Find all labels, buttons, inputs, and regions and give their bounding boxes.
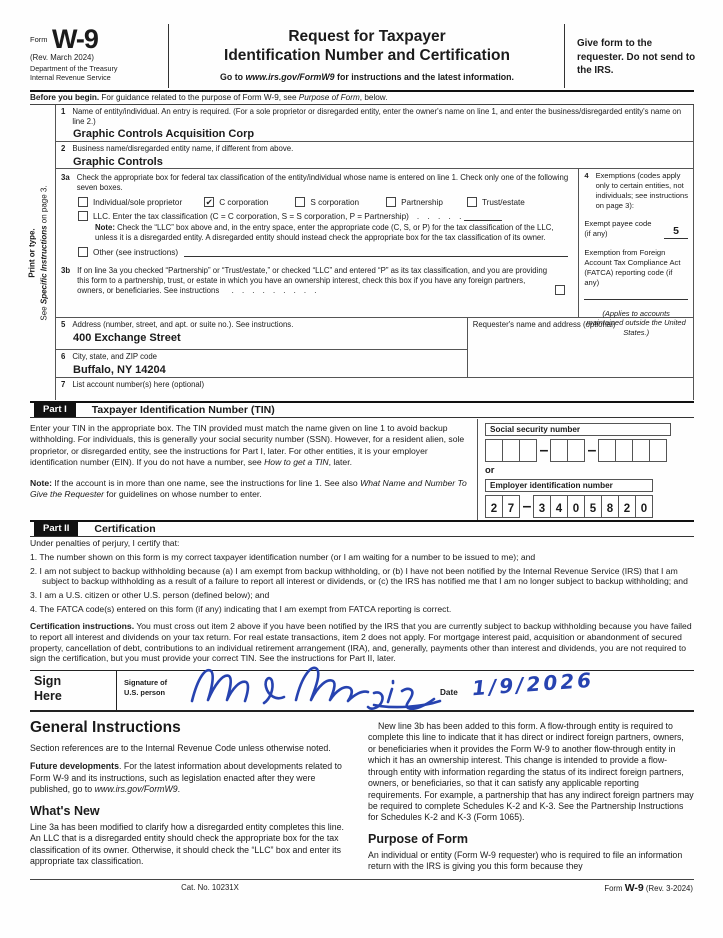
other-checkbox[interactable] bbox=[78, 247, 88, 257]
line3b-number: 3b bbox=[61, 266, 71, 276]
certification-item: 2. I am not subject to backup withholding because (a) I am exempt from backup withholding, or (b) I have not been notified by the Internal Revenue Service (IRS) that I am subject to backup withholding as a result of a failure to report all interest or dividends, or (c) the IRS has notified me that I am no longer subject to backup withholding; and bbox=[30, 565, 688, 587]
sign-here-label: Sign Here bbox=[34, 674, 62, 703]
line3a-block bbox=[56, 169, 578, 317]
individual-checkbox[interactable] bbox=[78, 197, 88, 207]
part1-title: Taxpayer Identification Number (TIN) bbox=[91, 404, 275, 416]
instructions-right-column bbox=[368, 721, 694, 880]
ssn-cell[interactable] bbox=[550, 439, 568, 462]
ein-cell[interactable]: 4 bbox=[550, 495, 568, 518]
signature-handwriting[interactable] bbox=[178, 655, 478, 715]
agency-line: Internal Revenue Service bbox=[30, 73, 111, 83]
fatca-exemption-row bbox=[584, 248, 688, 299]
footer-form-reference: Form W-9 (Rev. 3-2024) bbox=[604, 882, 693, 894]
give-form-notice: Give form to the requester. Do not send to the IRS. bbox=[577, 38, 696, 77]
line5-label: Address (number, street, and apt. or suite no.). See instructions. bbox=[72, 320, 294, 329]
ssn-cell[interactable] bbox=[519, 439, 537, 462]
header-rule bbox=[30, 90, 694, 92]
ein-cell[interactable]: 0 bbox=[567, 495, 585, 518]
field-line2 bbox=[56, 142, 693, 169]
ssn-dash: – bbox=[587, 441, 597, 459]
foreign-partners-checkbox[interactable] bbox=[555, 285, 565, 295]
form-revision: (Rev. March 2024) bbox=[30, 53, 94, 62]
part2-badge: Part II bbox=[34, 522, 78, 536]
ein-cell[interactable]: 0 bbox=[635, 495, 653, 518]
purpose-of-form-paragraph: An individual or entity (Form W-9 requester) who is required to file an information return with the IRS is giving you this form because they bbox=[368, 849, 683, 872]
tin-boxes bbox=[477, 419, 693, 520]
line5-address-field[interactable]: 400 Exchange Street bbox=[73, 331, 181, 344]
field-line5 bbox=[56, 318, 467, 350]
print-or-type-label: Print or type. bbox=[28, 227, 38, 278]
entity-fields-table bbox=[55, 105, 694, 400]
form-subtitle: Go to www.irs.gov/FormW9 for instructions and the latest information. bbox=[220, 72, 514, 83]
line6-label: City, state, and ZIP code bbox=[72, 352, 157, 361]
option-partnership[interactable]: Partnership bbox=[386, 197, 443, 207]
option-other bbox=[78, 247, 568, 257]
line3a-label: Check the appropriate box for federal tax classification of the entity/individual whose name is entered on line 1. Check only one of the following seven boxes. bbox=[76, 173, 569, 192]
date-label: Date bbox=[440, 688, 458, 697]
line3a-number: 3a bbox=[61, 173, 70, 182]
see-instructions-label: See Specific Instructions on page 3. bbox=[40, 184, 50, 321]
future-developments-paragraph: Future developments. For the latest information about developments related to Form W-9 and its instructions, such as legislation enacted after they were published, go to www.irs.gov/FormW9. bbox=[30, 761, 342, 795]
other-label: Other (see instructions) bbox=[93, 248, 179, 258]
certification-item: 1. The number shown on this form is my correct taxpayer identification number (or I am waiting for a number to be issued to me); and bbox=[30, 551, 536, 562]
line4-label: Exemptions (codes apply only to certain entities, not individuals; see instructions on page 3): bbox=[595, 171, 689, 210]
certification-instructions: Certification instructions. You must cross out item 2 above if you have been notified by the IRS that you are currently subject to backup withholding because you have failed to report all interest and dividends on your tax return. For real estate transactions, item 2 does not apply. For mortgage interest paid, acquisition or abandonment of secured property, cancellation of debt, contributions to an individual retirement arrangement (IRA), and, generally, payments other than interest and dividends, you are not required to sign the certification, but you must provide your correct TIN. See the instructions for Part II, later. bbox=[30, 620, 692, 664]
llc-dot-leader: . . . . . bbox=[416, 212, 465, 222]
line3b-explanation-paragraph: New line 3b has been added to this form. A flow-through entity is required to complete this line to indicate that it has direct or indirect foreign partners, owners, or beneficiaries when it provides the Form W-9 to another flow-through entity in which it has an ownership interest. This change is intended to provide a flow-through entity with information regarding the status of its indirect foreign partners, owners, or beneficiaries, so that it can satisfy any applicable reporting requirements. For example, a partnership that has any indirect foreign partners may be required to complete Schedules K-2 and K-3. See the Partnership Instructions for Schedules K-2 and K-3 (Form 1065). bbox=[368, 721, 694, 823]
line5-number: 5 bbox=[61, 320, 66, 329]
c-corporation-checkbox[interactable]: ✔ bbox=[205, 197, 213, 208]
line7-number: 7 bbox=[61, 380, 66, 389]
llc-note: Note: Check the “LLC” box above and, in the entry space, enter the appropriate code (C, S, or P) for the tax classification of the LLC, unless it is a disregarded entity. A disregarded entity should instead check the appropriate box for the tax classification of its owner. bbox=[95, 223, 554, 243]
line3b-label: If on line 3a you checked “Partnership” or “Trust/estate,” or checked “LLC” and entered “P” as its tax classification, and you are providing this form to a partnership, trust, or estate in which you have an ownership interest, check this box if you have any foreign partners, owners, or beneficiaries. See instructions bbox=[77, 266, 548, 295]
line2-label: Business name/disregarded entity name, if different from above. bbox=[72, 144, 294, 153]
ein-label: Employer identification number bbox=[485, 479, 653, 492]
other-entry[interactable] bbox=[184, 248, 568, 257]
line3b-dot-leader: . . . . . . . . . bbox=[231, 285, 320, 295]
option-s-corporation[interactable]: S corporation bbox=[295, 197, 359, 207]
header-divider-left bbox=[168, 24, 169, 88]
ein-cell[interactable]: 2 bbox=[485, 495, 503, 518]
exempt-payee-label: Exempt payee code (if any) bbox=[584, 219, 652, 239]
sign-divider bbox=[116, 671, 117, 710]
line1-label: Name of entity/individual. An entry is required. (For a sole proprietor or disregarded entity, enter the owner's name on line 1, and enter the business/disregarded entity's name on line 2.) bbox=[72, 107, 682, 126]
ein-cell[interactable]: 8 bbox=[601, 495, 619, 518]
department-line: Department of the Treasury bbox=[30, 64, 118, 73]
option-individual[interactable]: Individual/sole proprietor bbox=[78, 197, 182, 207]
exempt-payee-code-field[interactable]: 5 bbox=[664, 225, 688, 240]
llc-checkbox[interactable] bbox=[78, 211, 88, 221]
line7-label: List account number(s) here (optional) bbox=[72, 380, 205, 389]
option-trust-estate[interactable]: Trust/estate bbox=[467, 197, 525, 207]
form-word: Form bbox=[30, 35, 48, 44]
whats-new-title: What's New bbox=[30, 803, 100, 818]
ssn-label: Social security number bbox=[485, 423, 671, 436]
whats-new-paragraph: Line 3a has been modified to clarify how a disregarded entity completes this line. An LLC that is a disregarded entity should check the appropriate box for the tax classification of its owner. Otherwise, it should check the “LLC” box and enter its appropriate tax classification. bbox=[30, 821, 344, 866]
form-identity-block bbox=[30, 24, 166, 83]
catalog-number: Cat. No. 10231X bbox=[181, 883, 239, 892]
ssn-cells bbox=[485, 439, 693, 462]
line2-business-name-field[interactable]: Graphic Controls bbox=[73, 155, 163, 168]
ein-cell[interactable]: 7 bbox=[502, 495, 520, 518]
line4-number: 4 bbox=[584, 171, 589, 180]
trust-estate-checkbox[interactable] bbox=[467, 197, 477, 207]
ssn-cell[interactable] bbox=[502, 439, 520, 462]
irs-url: www.irs.gov/FormW9 bbox=[245, 72, 335, 83]
line2-number: 2 bbox=[61, 144, 66, 153]
purpose-of-form-title: Purpose of Form bbox=[368, 831, 469, 846]
line1-name-field[interactable]: Graphic Controls Acquisition Corp bbox=[73, 128, 255, 141]
before-you-begin: Before you begin. For guidance related to the purpose of Form W-9, see Purpose of Form, below. bbox=[30, 93, 388, 102]
date-handwriting[interactable]: 1/9/2026 bbox=[471, 667, 595, 701]
signature-row bbox=[30, 667, 694, 712]
section-references-paragraph: Section references are to the Internal Revenue Code unless otherwise noted. bbox=[30, 743, 331, 753]
line1-number: 1 bbox=[61, 107, 66, 116]
ein-cell[interactable]: 2 bbox=[618, 495, 636, 518]
general-instructions-title: General Instructions bbox=[30, 719, 181, 736]
llc-code-entry[interactable] bbox=[464, 212, 502, 221]
certification-item: 3. I am a U.S. citizen or other U.S. person (defined below); and bbox=[30, 590, 270, 601]
form-title: Request for Taxpayer Identification Number and Certification bbox=[224, 28, 510, 64]
llc-label: LLC. Enter the tax classification (C = C corporation, S = S corporation, P = Partnership) bbox=[93, 212, 409, 222]
tax-classification-options bbox=[78, 197, 578, 207]
form-title-block bbox=[172, 28, 562, 82]
line6-city-state-zip-field[interactable]: Buffalo, NY 14204 bbox=[73, 363, 166, 376]
ssn-dash: – bbox=[539, 441, 549, 459]
field-line6 bbox=[56, 350, 467, 378]
ein-cells bbox=[485, 495, 693, 518]
or-label: or bbox=[485, 465, 495, 476]
signature-of-label: Signature of U.S. person bbox=[124, 678, 168, 697]
fatca-label: Exemption from Foreign Account Tax Compliance Act (FATCA) reporting code (if any) bbox=[584, 248, 681, 287]
line3b-block bbox=[56, 264, 578, 295]
line4-exemptions-block bbox=[578, 169, 693, 338]
line6-number: 6 bbox=[61, 352, 66, 361]
certification-item: 4. The FATCA code(s) entered on this form (if any) indicating that I am exempt from FATCA reporting is correct. bbox=[30, 604, 452, 615]
fatca-code-field[interactable] bbox=[584, 290, 688, 300]
ein-cell[interactable]: 3 bbox=[533, 495, 551, 518]
part1-badge: Part I bbox=[34, 403, 76, 417]
part2-header bbox=[30, 520, 694, 537]
print-or-type-sidebar bbox=[24, 105, 54, 400]
part1-content bbox=[30, 419, 694, 520]
option-llc bbox=[78, 211, 578, 221]
header-divider-right bbox=[564, 24, 565, 88]
requester-label: Requester's name and address (optional) bbox=[472, 320, 616, 329]
part1-header bbox=[30, 401, 694, 418]
ssn-cell[interactable] bbox=[598, 439, 616, 462]
part1-paragraph: Enter your TIN in the appropriate box. The TIN provided must match the name given on line 1 to avoid backup withholding. For individuals, this is generally your social security number (SSN). However, for a resident alien, sole proprietor, or disregarded entity, see the instructions for Part I, later. For other entities, it is your employer identification number (EIN). If you do not have a number, see How to get a TIN, later. bbox=[30, 423, 465, 468]
ssn-cell[interactable] bbox=[649, 439, 667, 462]
ein-cell[interactable]: 5 bbox=[584, 495, 602, 518]
form-number: W-9 bbox=[51, 24, 98, 54]
applies-note: (Applies to accounts maintained outside the United States.) bbox=[586, 308, 686, 338]
ein-dash: – bbox=[522, 497, 532, 515]
partnership-checkbox[interactable] bbox=[386, 197, 396, 207]
s-corporation-checkbox[interactable] bbox=[295, 197, 305, 207]
part2-content bbox=[30, 538, 694, 664]
department-lines bbox=[30, 64, 166, 83]
exempt-payee-row bbox=[584, 219, 688, 239]
certification-intro: Under penalties of perjury, I certify that: bbox=[30, 538, 180, 548]
footer-rule bbox=[30, 879, 694, 880]
field-line7 bbox=[56, 378, 693, 400]
ssn-cell[interactable] bbox=[567, 439, 585, 462]
part2-title: Certification bbox=[94, 523, 156, 535]
part1-note: Note: If the account is in more than one name, see the instructions for line 1. See also What Name and Number To Give the Requester for guidelines on whose number to enter. bbox=[30, 477, 467, 500]
ssn-cell[interactable] bbox=[632, 439, 650, 462]
instructions-left-column bbox=[30, 719, 353, 874]
option-c-corporation[interactable]: ✔ C corporation bbox=[205, 197, 269, 208]
field-line1 bbox=[56, 105, 693, 142]
ssn-cell[interactable] bbox=[485, 439, 503, 462]
ssn-cell[interactable] bbox=[615, 439, 633, 462]
